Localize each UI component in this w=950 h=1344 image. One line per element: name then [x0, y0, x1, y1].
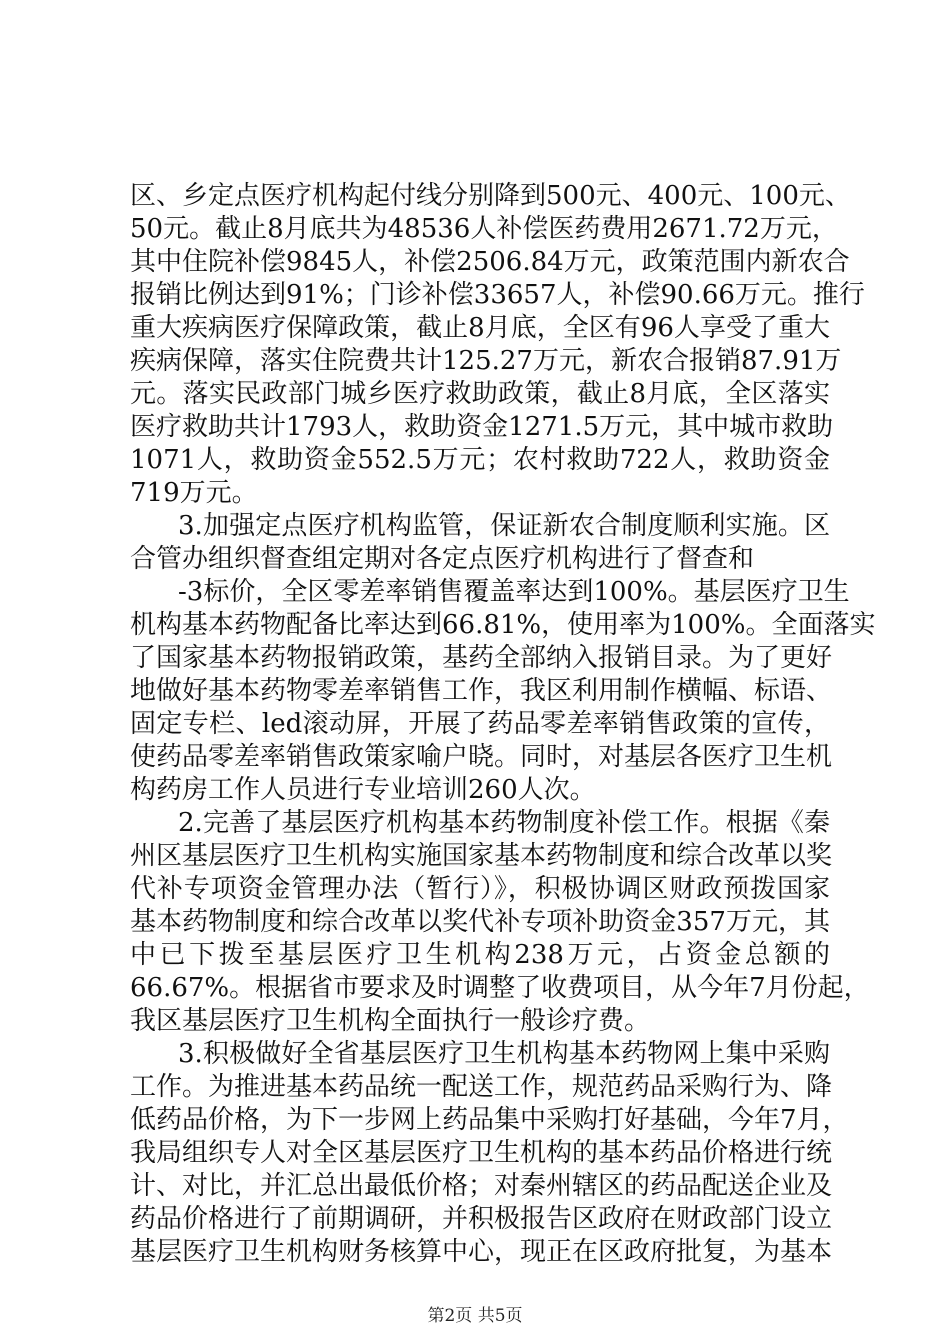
text-line: 代补专项资金管理办法（暂行）》，积极协调区财政预拨国家 — [130, 874, 830, 904]
page-indicator: 第2页 共5页 — [427, 1306, 523, 1326]
text-line: 构药房工作人员进行专业培训260人次。 — [130, 775, 596, 805]
text-line: 低药品价格，为下一步网上药品集中采购打好基础，今年7月， — [130, 1105, 849, 1135]
text-line: 50元。截止8月底共为48536人补偿医药费用2671.72万元， — [130, 214, 838, 244]
paragraph-first-line: 2.完善了基层医疗机构基本药物制度补偿工作。根据《秦 — [178, 808, 830, 838]
paragraph-first-line: 3.加强定点医疗机构监管，保证新农合制度顺利实施。区 — [178, 511, 830, 541]
text-line: 合管办组织督查组定期对各定点医疗机构进行了督查和 — [130, 544, 755, 574]
text-line: 其中住院补偿9845人，补偿2506.84万元，政策范围内新农合 — [130, 247, 850, 277]
text-line: 元。落实民政部门城乡医疗救助政策，截止8月底，全区落实 — [130, 379, 830, 409]
text-line: 地做好基本药物零差率销售工作，我区利用制作横幅、标语、 — [130, 676, 833, 706]
text-line: 我局组织专人对全区基层医疗卫生机构的基本药品价格进行统 — [130, 1138, 833, 1168]
text-line: 中已下拨至基层医疗卫生机构238万元，占资金总额的 — [130, 940, 830, 970]
text-line: 机构基本药物配备比率达到66.81%，使用率为100%。全面落实 — [130, 610, 876, 640]
text-line: 州区基层医疗卫生机构实施国家基本药物制度和综合改革以奖 — [130, 841, 833, 871]
text-line: 药品价格进行了前期调研，并积极报告区政府在财政部门设立 — [130, 1204, 833, 1234]
text-line: 使药品零差率销售政策家喻户晓。同时，对基层各医疗卫生机 — [130, 742, 833, 772]
text-line: 我区基层医疗卫生机构全面执行一般诊疗费。 — [130, 1006, 651, 1036]
text-line: 719万元。 — [130, 478, 258, 508]
text-line: 报销比例达到91%；门诊补偿33657人，补偿90.66万元。推行 — [130, 280, 865, 310]
text-line: 基层医疗卫生机构财务核算中心，现正在区政府批复，为基本 — [130, 1237, 833, 1267]
paragraph-first-line: -3标价，全区零差率销售覆盖率达到100%。基层医疗卫生 — [178, 577, 850, 607]
text-line: 疾病保障，落实住院费共计125.27万元，新农合报销87.91万 — [130, 346, 842, 376]
text-line: 重大疾病医疗保障政策，截止8月底，全区有96人享受了重大 — [130, 313, 830, 343]
text-line: 固定专栏、led滚动屏，开展了药品零差率销售政策的宣传， — [130, 709, 830, 739]
text-line: 计、对比，并汇总出最低价格；对秦州辖区的药品配送企业及 — [130, 1171, 833, 1201]
text-line: 基本药物制度和综合改革以奖代补专项补助资金357万元，其 — [130, 907, 830, 937]
text-line: 工作。为推进基本药品统一配送工作，规范药品采购行为、降 — [130, 1072, 833, 1102]
text-line: 66.67%。根据省市要求及时调整了收费项目，从今年7月份起， — [130, 973, 870, 1003]
text-line: 区、乡定点医疗机构起付线分别降到500元、400元、100元、 — [130, 181, 851, 211]
paragraph-first-line: 3.积极做好全省基层医疗卫生机构基本药物网上集中采购 — [178, 1039, 830, 1069]
text-line: 医疗救助共计1793人，救助资金1271.5万元，其中城市救助 — [130, 412, 834, 442]
text-line: 了国家基本药物报销政策，基药全部纳入报销目录。为了更好 — [130, 643, 833, 673]
text-line: 1071人，救助资金552.5万元；农村救助722人，救助资金 — [130, 445, 830, 475]
